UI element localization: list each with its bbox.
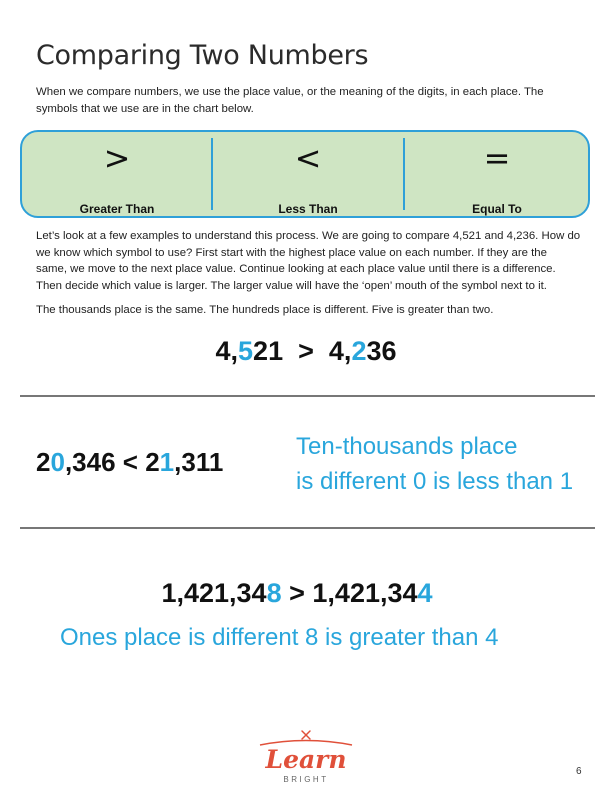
intro-paragraph: When we compare numbers, we use the place value, or the meaning of the digits, in each place. The symbols that we use are in the chart below. [36, 86, 544, 115]
explanation-paragraph: Let’s look at a few examples to understand this process. We are going to compare 4,521 and 4,236. How do we know which symbol to use? First start with the highest place value on each number. If they are the same, we move to the next place value. Continue looking at each place value until there is a difference. Then decide which value is larger. The larger value will have the ‘open’ mouth of the symbol next to it. [36, 230, 581, 292]
divider-line [20, 395, 595, 397]
symbol-chart [20, 130, 590, 218]
number-part: 2 [36, 447, 51, 477]
comparison-operator: > [298, 336, 314, 366]
learn-bright-logo [246, 728, 366, 788]
number-part: 21 [253, 336, 284, 366]
less-than-label: Less Than [278, 202, 338, 216]
greater-than-label: Greater Than [79, 202, 155, 216]
pencil-cross-icon [302, 731, 310, 739]
equal-to-label: Equal To [472, 202, 522, 216]
number-part: ,346 [64, 447, 116, 477]
less-than-symbol: < [294, 139, 322, 177]
highlighted-digit: 4 [417, 578, 433, 608]
example3-comparison [0, 578, 594, 609]
comparison-operator: < [122, 447, 138, 477]
highlighted-digit: 1 [159, 447, 175, 477]
number-part: 1,421,34 [312, 578, 418, 608]
example2-comparison [36, 447, 223, 478]
comparison-operator: > [289, 578, 305, 608]
note-line: Ten-thousands place [296, 433, 518, 460]
logo-word: Learn [265, 745, 347, 774]
example3-explanation: Ones place is different 8 is greater than 4 [60, 624, 499, 651]
chart-cell-less [212, 132, 404, 216]
highlighted-digit: 8 [266, 578, 282, 608]
highlighted-digit: 0 [50, 447, 65, 477]
number-part: 36 [366, 336, 397, 366]
page-title: Comparing Two Numbers [36, 40, 369, 71]
example1-note: The thousands place is the same. The hundreds place is different. Five is greater than two. [36, 304, 494, 316]
chart-cell-equal [404, 132, 590, 216]
equal-to-symbol: = [483, 139, 511, 177]
number-part: 4, [328, 336, 352, 366]
example2-explanation [296, 429, 573, 499]
chart-cell-greater [22, 132, 212, 216]
number-part: ,311 [174, 447, 224, 477]
greater-than-symbol: > [103, 139, 131, 177]
page-number: 6 [576, 766, 582, 777]
number-part: 1,421,34 [161, 578, 267, 608]
example1-comparison [0, 336, 612, 367]
highlighted-digit: 5 [238, 336, 254, 366]
highlighted-digit: 2 [351, 336, 367, 366]
number-part: 4, [215, 336, 239, 366]
logo-sub: BRIGHT [283, 775, 329, 784]
note-line: is different 0 is less than 1 [296, 468, 574, 495]
number-part: 2 [145, 447, 160, 477]
divider-line [20, 527, 595, 529]
